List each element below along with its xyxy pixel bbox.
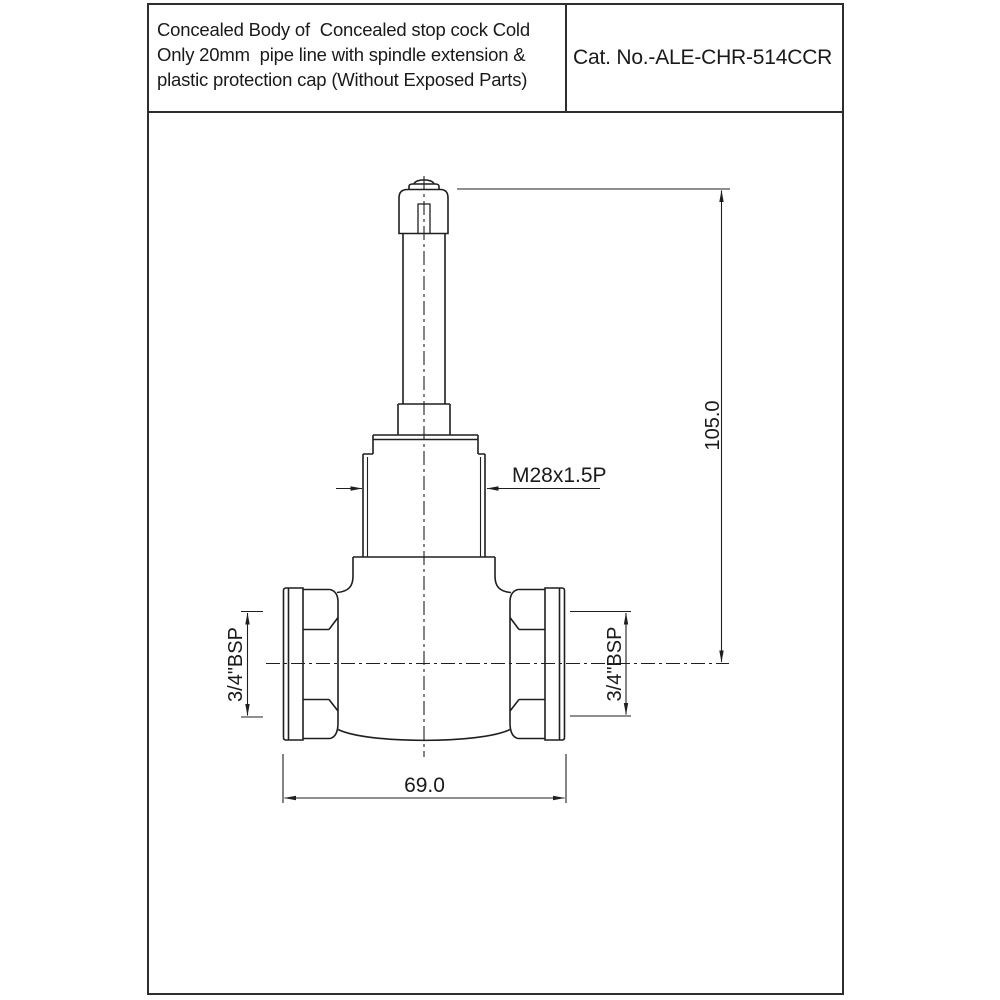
catalog-number: Cat. No.-ALE-CHR-514CCR [573, 46, 833, 69]
description-line-2: Only 20mm pipe line with spindle extension & [157, 44, 526, 65]
spindle-thread-label: M28x1.5P [512, 464, 607, 487]
right-port-thread-label: 3/4"BSP [604, 626, 626, 702]
description-line-3: plastic protection cap (Without Exposed Parts) [157, 69, 528, 90]
left-port-thread-label: 3/4"BSP [225, 627, 247, 702]
height-dimension-label: 105.0 [702, 400, 724, 451]
width-dimension-label: 69.0 [404, 774, 445, 797]
centerlines [266, 176, 729, 757]
description-line-1: Concealed Body of Concealed stop cock Cold [157, 19, 530, 40]
bonnet-flange [373, 435, 478, 454]
